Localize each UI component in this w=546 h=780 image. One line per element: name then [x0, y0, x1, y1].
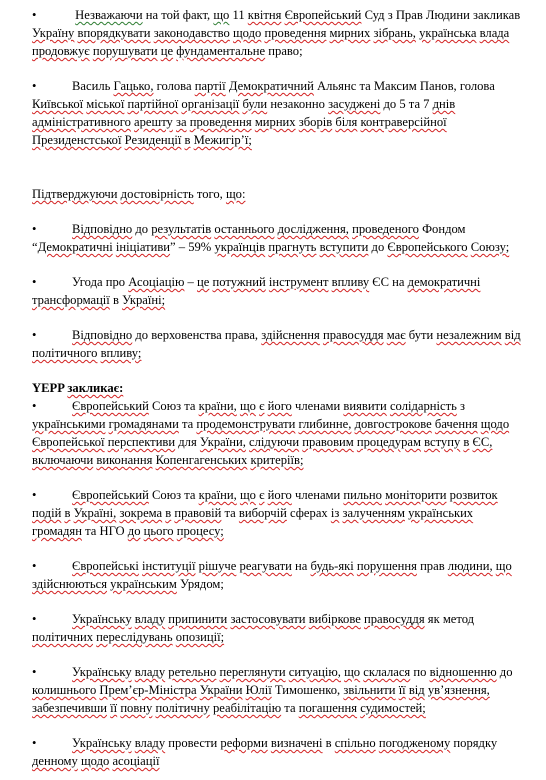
text-run: членами	[291, 399, 344, 413]
spell-flagged-word: мирних	[254, 115, 296, 129]
paragraph-text	[32, 275, 480, 307]
spell-flagged-word: контраверсійної	[360, 115, 447, 129]
spell-flagged-word: вибіркове	[308, 612, 361, 626]
spell-flagged-word: порушувати	[92, 44, 158, 58]
text-run: Угода про	[72, 275, 129, 289]
spell-flagged-word: законодавство	[153, 26, 230, 40]
spell-flagged-word: незалежним	[436, 328, 502, 342]
spell-flagged-word: вступити	[319, 240, 369, 254]
spell-flagged-word: переглянути	[219, 665, 286, 679]
spell-flagged-word: правосуддя	[322, 328, 384, 342]
text-run: та	[281, 701, 299, 715]
spell-flagged-word: Межигір’ї;	[193, 133, 252, 147]
text-run: членами	[291, 488, 344, 502]
text-run: бути	[405, 328, 437, 342]
spell-flagged-word: зокрема	[119, 506, 163, 520]
spell-flagged-word: порушення	[356, 559, 417, 573]
spell-flagged-word: правовим	[302, 435, 354, 449]
grammar-flagged-word: що	[213, 8, 230, 22]
paragraph-1	[32, 6, 524, 60]
spell-flagged-word: Українську	[72, 665, 132, 679]
bullet-marker: •	[32, 559, 37, 573]
paragraph-text	[32, 488, 498, 538]
paragraph-8	[32, 486, 524, 540]
spell-flagged-word: ситуацію,	[288, 665, 341, 679]
spell-flagged-word: в	[165, 506, 172, 520]
spell-flagged-word: розвиток	[449, 488, 498, 502]
spell-flagged-word: процесу;	[176, 524, 224, 538]
text-run: ” – 59%	[170, 240, 215, 254]
bullet-marker: •	[32, 488, 37, 502]
spell-flagged-word: громадян	[32, 524, 82, 538]
spell-flagged-word: денному	[32, 754, 78, 768]
paragraph-text	[32, 559, 512, 591]
paragraph-10	[32, 610, 524, 646]
spell-flagged-word: Резиденції	[124, 133, 182, 147]
spell-flagged-word: моніторити	[385, 488, 447, 502]
spell-flagged-word: від	[408, 683, 425, 697]
bullet-marker: •	[32, 8, 37, 22]
spell-flagged-word: до	[127, 524, 141, 538]
spell-flagged-word: довгострокове	[354, 417, 432, 431]
spell-flagged-word: це	[160, 44, 174, 58]
spell-flagged-word: політичну	[155, 701, 210, 715]
spell-flagged-word: продемонструвати	[196, 417, 296, 431]
spell-flagged-word: Гацько,	[113, 79, 154, 93]
spell-flagged-word: продовжує	[32, 44, 90, 58]
spell-flagged-word: це	[196, 275, 210, 289]
paragraph-text	[32, 8, 520, 58]
spell-flagged-word: Україні;	[122, 293, 166, 307]
spell-flagged-word: перспективи	[107, 435, 176, 449]
text-run: до	[496, 665, 513, 679]
bullet-marker: •	[32, 399, 37, 413]
spell-flagged-word: здійснюються	[32, 577, 108, 591]
spell-flagged-word: прагнуть	[268, 240, 317, 254]
text-run: для	[175, 435, 200, 449]
spell-flagged-word: залученням	[342, 506, 405, 520]
spell-flagged-word: процедурам	[356, 435, 421, 449]
spell-flagged-word: Київської	[32, 97, 84, 111]
spell-flagged-word: є	[259, 488, 265, 502]
text-run: прав	[416, 559, 448, 573]
spell-flagged-word: результатів	[151, 222, 212, 236]
spell-flagged-word: Копенгагенських	[155, 453, 248, 467]
spell-flagged-word: Демократичний	[228, 79, 314, 93]
text-run: сферах	[286, 506, 331, 520]
spell-flagged-word: її	[398, 683, 406, 697]
text-run: на	[291, 559, 311, 573]
spell-flagged-word: трансформації	[32, 293, 110, 307]
spell-flagged-word: що:	[225, 187, 246, 201]
spell-flagged-word: щодо	[80, 754, 110, 768]
spell-flagged-word: засуджені	[328, 97, 381, 111]
text-run: Тимошенко,	[271, 683, 344, 697]
spell-flagged-word: були	[242, 97, 268, 111]
spell-flagged-word: Президенстської	[32, 133, 122, 147]
spell-flagged-word: мирних	[329, 26, 371, 40]
spell-flagged-word: здійснення	[261, 328, 320, 342]
text-run: голова	[153, 79, 195, 93]
spell-flagged-word: є	[259, 399, 265, 413]
spell-flagged-word: реабілітацію	[212, 701, 282, 715]
spell-flagged-word: людини,	[447, 559, 493, 573]
bullet-marker: •	[32, 222, 37, 236]
text-run: провести	[165, 736, 221, 750]
spell-flagged-word: забезпечивши	[32, 701, 107, 715]
spell-flagged-word: правосуддя	[363, 612, 425, 626]
spell-flagged-word: колишнього	[32, 683, 97, 697]
spell-flagged-word: опозиції;	[175, 630, 225, 644]
spell-flagged-word: організації	[181, 97, 240, 111]
spell-flagged-word: критеріїв;	[250, 453, 304, 467]
text-run: Союз та	[148, 488, 199, 502]
text-run: 11	[229, 8, 248, 22]
paragraph-text	[32, 79, 495, 147]
spell-flagged-word: із	[330, 506, 340, 520]
spell-flagged-word: припинити	[168, 612, 228, 626]
spell-flagged-word: зібрань,	[373, 26, 416, 40]
bullet-marker: •	[32, 612, 37, 626]
spell-flagged-word: слідуючи	[249, 435, 300, 449]
text-run: право;	[265, 44, 303, 58]
text-run: по	[410, 665, 430, 679]
spell-flagged-word: Європейські	[72, 559, 139, 573]
bullet-marker: •	[32, 665, 37, 679]
text-run: Фондом “	[32, 222, 466, 254]
spell-flagged-word: Союзу;	[470, 240, 510, 254]
text-run: до	[132, 222, 152, 236]
spell-flagged-word: проведення	[189, 115, 252, 129]
bullet-marker: •	[32, 275, 37, 289]
spell-flagged-word: погодженому	[378, 736, 451, 750]
text-run: Урядом;	[176, 577, 224, 591]
spell-flagged-word: Українську	[72, 736, 132, 750]
text-run: Альянс та Максим Панов, голова	[313, 79, 495, 93]
spell-flagged-word: асоціації	[112, 754, 160, 768]
spell-flagged-word: Прем’єр-Міністра	[99, 683, 197, 697]
spell-flagged-word: інструмент	[268, 275, 329, 289]
spell-flagged-word: від	[504, 328, 521, 342]
paragraph-text	[32, 612, 474, 644]
text-run: з	[456, 399, 465, 413]
text-run: в	[322, 736, 335, 750]
paragraph-7	[32, 397, 524, 469]
spell-flagged-word: партійної	[127, 97, 179, 111]
spell-flagged-word: ув’язнення,	[427, 683, 490, 697]
spell-flagged-word: влада	[479, 26, 510, 40]
text-run: YEPP	[32, 381, 68, 395]
spell-flagged-word: Відповідно	[72, 222, 133, 236]
text-run: незаконно	[267, 97, 329, 111]
spell-flagged-word: щодо	[232, 26, 262, 40]
text-run: до верховенства права,	[132, 328, 262, 342]
paragraph-text	[32, 328, 521, 360]
spell-flagged-word: будь-які	[310, 559, 354, 573]
spell-flagged-word: включаючи	[32, 453, 94, 467]
spell-flagged-word: його	[267, 399, 292, 413]
text-run: порядку	[450, 736, 498, 750]
spell-flagged-word: в	[184, 133, 191, 147]
spell-flagged-word: потужний	[212, 275, 266, 289]
spell-flagged-word: виявити	[343, 399, 387, 413]
spell-flagged-word: глибинне,	[298, 417, 352, 431]
text-run: та НГО	[81, 524, 128, 538]
spell-flagged-word: в	[64, 506, 71, 520]
text-run: ЄС на	[369, 275, 408, 289]
spell-flagged-word: політичного	[32, 346, 98, 360]
spell-flagged-word: пильно	[343, 488, 382, 502]
spell-flagged-word: адміністративного	[32, 115, 131, 129]
spell-flagged-word: українським	[110, 577, 177, 591]
spell-flagged-word: ретельно	[168, 665, 217, 679]
paragraph-text	[32, 665, 513, 715]
spell-flagged-word: країни,	[198, 488, 237, 502]
spell-flagged-word: українців	[214, 240, 266, 254]
paragraph-text	[32, 187, 245, 201]
spell-flagged-word: має	[386, 328, 406, 342]
spell-flagged-word: закликає:	[67, 381, 124, 395]
paragraph-4	[32, 220, 524, 256]
spell-flagged-word: її	[110, 701, 118, 715]
paragraph-9	[32, 557, 524, 593]
spell-flagged-word: партії	[194, 79, 226, 93]
spell-flagged-word: українська	[419, 26, 477, 40]
paragraph-text	[32, 222, 509, 254]
heading-text	[32, 381, 123, 395]
bullet-marker: •	[32, 736, 37, 750]
spell-flagged-word: дослідження,	[277, 222, 349, 236]
spell-flagged-word: владу	[134, 665, 166, 679]
paragraph-6	[32, 326, 524, 362]
spell-flagged-word: виконання	[96, 453, 153, 467]
spell-flagged-word: проведення	[264, 26, 327, 40]
spell-flagged-word: українських	[408, 506, 474, 520]
spell-flagged-word: Європейського	[387, 240, 468, 254]
spell-flagged-word: щодо	[480, 417, 510, 431]
spell-flagged-word: Асоціацію	[128, 275, 185, 289]
spell-flagged-word: спільно	[334, 736, 376, 750]
spell-flagged-word: Україну	[32, 26, 75, 40]
spell-flagged-word: за	[176, 115, 187, 129]
spell-flagged-word: застосовувати	[230, 612, 306, 626]
spell-flagged-word: бачення	[434, 417, 478, 431]
section-heading	[32, 379, 524, 397]
spell-flagged-word: вступу	[424, 435, 461, 449]
paragraph-5	[32, 273, 524, 309]
text-run: до	[368, 240, 388, 254]
paragraph-12	[32, 734, 524, 770]
text-run: та	[178, 417, 197, 431]
spell-flagged-word: Європейської	[32, 435, 105, 449]
bullet-marker: •	[32, 79, 37, 93]
spell-flagged-word: Європейський	[284, 8, 362, 22]
spell-flagged-word: визначені	[270, 736, 323, 750]
text-run: Суд з Прав Людини закликав	[361, 8, 521, 22]
spell-flagged-word: Українську	[72, 612, 132, 626]
spell-flagged-word: що	[239, 488, 256, 502]
spell-flagged-word: громадянами	[108, 417, 179, 431]
spell-flagged-word: днів	[432, 97, 456, 111]
spell-flagged-word: Європейський	[72, 399, 149, 413]
spell-flagged-word: погашення	[298, 701, 358, 715]
spell-flagged-word: його	[267, 488, 292, 502]
spell-flagged-word: українськими	[32, 417, 106, 431]
text-run: до 5 та 7	[380, 97, 433, 111]
spell-flagged-word: проведеного	[352, 222, 419, 236]
paragraph-3	[32, 185, 524, 203]
spell-flagged-word: Юлії	[245, 683, 272, 697]
spell-flagged-word: впливу;	[100, 346, 142, 360]
paragraph-2	[32, 77, 524, 149]
spell-flagged-word: України,	[199, 435, 246, 449]
spell-flagged-word: ініціативи	[115, 240, 171, 254]
spell-flagged-word: фундаментальне	[176, 44, 266, 58]
text-run: того,	[193, 187, 226, 201]
spell-flagged-word: Відповідно	[72, 328, 133, 342]
spell-flagged-word: переслідувань	[96, 630, 173, 644]
spell-flagged-word: біля	[335, 115, 358, 129]
spell-flagged-word: Україні,	[73, 506, 117, 520]
spell-flagged-word: країни,	[198, 399, 237, 413]
spell-flagged-word: що	[495, 559, 512, 573]
spell-flagged-word: звільнити	[343, 683, 396, 697]
paragraph-text	[32, 399, 509, 467]
spell-flagged-word: виборчій	[238, 506, 287, 520]
text-run: на той факт,	[142, 8, 214, 22]
spell-flagged-word: солідарність	[389, 399, 457, 413]
text-run: Союз та	[148, 399, 199, 413]
spell-flagged-word: міської	[86, 97, 125, 111]
text-run: –	[184, 275, 197, 289]
spell-flagged-word: демократичні	[407, 275, 481, 289]
spell-flagged-word: інституції	[142, 559, 196, 573]
text-run: Василь	[72, 79, 114, 93]
spell-flagged-word: владу	[134, 736, 166, 750]
spell-flagged-word: політичних	[32, 630, 94, 644]
spell-flagged-word: правовій	[174, 506, 222, 520]
text-run: в	[109, 293, 123, 307]
spell-flagged-word: рішуче	[198, 559, 237, 573]
paragraph-text	[32, 736, 497, 768]
spell-flagged-word: Європейський	[72, 488, 149, 502]
spell-flagged-word: владу	[134, 612, 166, 626]
spell-flagged-word: Підтверджуючи	[32, 187, 118, 201]
paragraph-11	[32, 663, 524, 717]
spell-flagged-word: повну	[120, 701, 153, 715]
text-run: як метод	[424, 612, 475, 626]
spell-flagged-word: квітня	[247, 8, 282, 22]
spell-flagged-word: в	[463, 435, 470, 449]
spell-flagged-word: Демократичні	[37, 240, 113, 254]
spell-flagged-word: України	[199, 683, 243, 697]
spell-flagged-word: що	[344, 665, 361, 679]
spell-flagged-word: ЄС,	[472, 435, 493, 449]
spell-flagged-word: останнього	[214, 222, 275, 236]
spell-flagged-word: подій	[32, 506, 62, 520]
text-run: та	[221, 506, 239, 520]
spell-flagged-word: зборів	[298, 115, 333, 129]
spell-flagged-word: судимостей;	[360, 701, 426, 715]
spell-flagged-word: склалася	[363, 665, 411, 679]
spell-flagged-word: впорядкувати	[77, 26, 151, 40]
spell-flagged-word: арешту	[134, 115, 173, 129]
spell-flagged-word: достовірність	[120, 187, 194, 201]
spell-flagged-word: впливу	[331, 275, 370, 289]
spell-flagged-word: реагувати	[239, 559, 292, 573]
spell-flagged-word: що	[239, 399, 256, 413]
spell-flagged-word: цього	[143, 524, 174, 538]
grammar-flagged-word: Незважаючи	[75, 8, 143, 22]
bullet-marker: •	[32, 328, 37, 342]
spell-flagged-word: реформи	[220, 736, 268, 750]
spell-flagged-word: відношенню	[429, 665, 497, 679]
